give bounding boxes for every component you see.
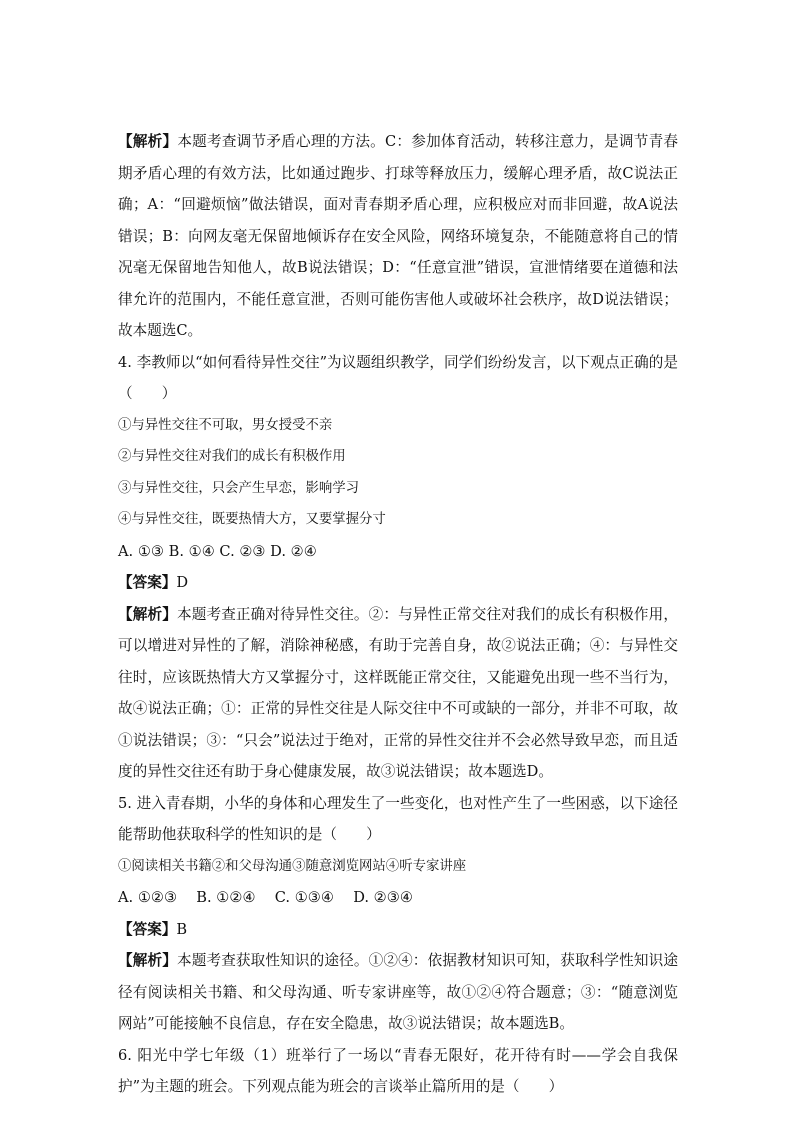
analysis-paragraph: [118, 126, 678, 347]
question-5-analysis: [118, 945, 678, 1040]
analysis-text: 本题考查获取性知识的途径。①②④：依据教材知识可知，获取科学性知识途径有阅读相关书籍、和父母沟通、听专家讲座等，故①②④符合题意；③：“随意浏览网站”可能接触不良信息，存在安全隐患，故③说法错误；故本题选B。: [118, 952, 678, 1032]
answer-tag: 【答案】: [118, 920, 177, 938]
question-4-stem: 4. 李教师以“如何看待异性交往”为议题组织教学，同学们纷纷发言，以下观点正确的是（ ）: [118, 353, 678, 402]
answer-value: D: [176, 574, 189, 591]
answer-value: B: [176, 920, 188, 938]
question-4-statement-2: ②与异性交往对我们的成长有积极作用: [118, 449, 346, 464]
question-6-stem: 6. 阳光中学七年级（1）班举行了一场以“青春无限好，花开待有时——学会自我保护”为主题的班会。下列观点能为班会的言谈举止篇所用的是（ ）: [118, 1046, 678, 1095]
question-5-choices: A. ①②③ B. ①②④ C. ①③④ D. ②③④: [118, 889, 413, 906]
analysis-text: 本题考查调节矛盾心理的方法。C：参加体育活动，转移注意力，是调节青春期矛盾心理的有效方法，比如通过跑步、打球等释放压力，缓解心理矛盾，故C说法正确；A：“回避烦恼”做法错误，面对青春期矛盾心理，应积极应对而非回避，故A说法错误；B：向网友毫无保留地倾诉存在安全风险，网络环境复杂，不能随意将自己的情况毫无保留地告知他人，故B说法错误；D：“任意宣泄”错误，宣泄情绪要在道德和法律允许的范围内，不能任意宣泄，否则可能伤害他人或破坏社会秩序，故D说法错误；故本题选C。: [118, 133, 678, 339]
analysis-tag: 【解析】: [118, 133, 178, 150]
analysis-tag: 【解析】: [118, 952, 177, 969]
question-5-stem: 5. 进入青春期，小华的身体和心理发生了一些变化，也对性产生了一些困惑，以下途径能帮助他获取科学的性知识的是（ ）: [118, 794, 678, 843]
question-4-statement-4: ④与异性交往，既要热情大方，又要掌握分寸: [118, 512, 386, 527]
question-4-analysis: [118, 599, 678, 788]
question-5-answer: [118, 914, 678, 946]
question-4-statement-1: ①与异性交往不可取，男女授受不亲: [118, 417, 333, 433]
question-5-statements: ①阅读相关书籍②和父母沟通③随意浏览网站④听专家讲座: [118, 858, 467, 874]
question-4-answer: [118, 567, 678, 599]
analysis-tag: 【解析】: [118, 605, 177, 623]
analysis-text: 本题考查正确对待异性交往。②：与异性正常交往对我们的成长有积极作用，可以增进对异性的了解，消除神秘感，有助于完善自身，故②说法正确；④：与异性交往时，应该既热情大方又掌握分寸，这样既能正常交往，又能避免出现一些不当行为，故④说法正确；①：正常的异性交往是人际交往中不可或缺的一部分，并非不可取，故①说法错误；③：“只会”说法过于绝对，正常的异性交往并不会必然导致早恋，而且适度的异性交往还有助于身心健康发展，故③说法错误；故本题选D。: [118, 605, 678, 780]
document-page: [118, 126, 678, 1103]
question-4-choices: A. ①③ B. ①④ C. ②③ D. ②④: [118, 542, 317, 560]
question-4-statement-3: ③与异性交往，只会产生早恋，影响学习: [118, 480, 360, 496]
answer-tag: 【答案】: [118, 574, 177, 591]
